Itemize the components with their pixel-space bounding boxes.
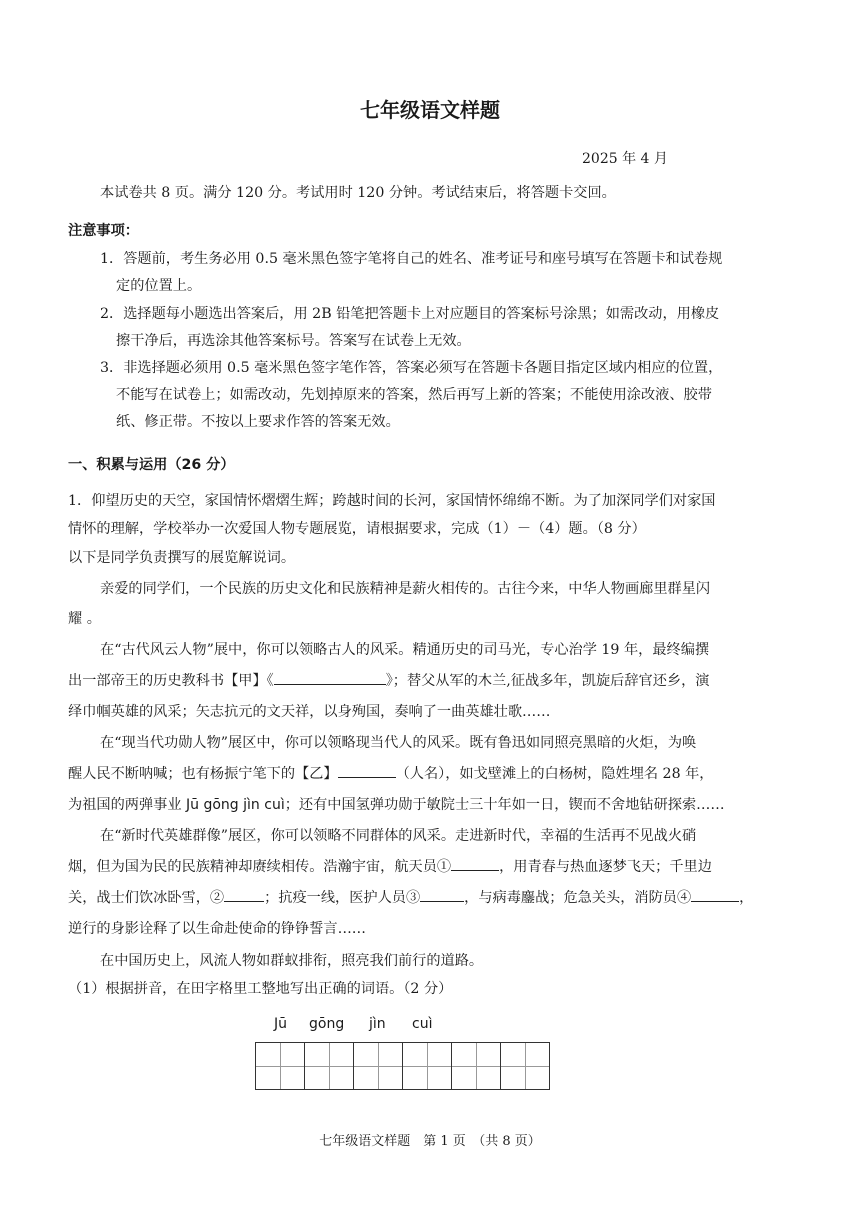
page-footer: 七年级语文样题 第 1 页 （共 8 页） [319,1134,541,1149]
passage-p3-c-start: 为祖国的两弹事业 [68,797,182,813]
q1-line3: 以下是同学负责撰写的展览解说词。 [68,550,296,566]
tianzige-cell[interactable] [353,1042,403,1090]
passage-p1-b: 耀 。 [68,611,101,627]
passage-p4-b-start: 烟，但为国为民的民族精神却赓续相传。浩瀚宇宙，航天员① [68,859,452,875]
pinyin-4: cuì [412,1016,433,1032]
note-3-line3: 纸、修正带。不按以上要求作答的答案无效。 [116,414,400,430]
exam-date: 2025 年 4 月 [582,151,668,167]
passage-p4-b [68,856,712,876]
passage-p2-a: 在“古代风云人物”展中，你可以领略古人的风采。精通历史的司马光，专心治学 19 年，最终编撰 [100,642,710,658]
passage-p3-c [68,794,725,814]
blank-3 [420,887,464,902]
passage-p4-c [68,887,753,907]
passage-p4-c-3: ，与病毒鏖战；危急关头，消防员④ [464,890,692,906]
note-1-line2: 定的位置上。 [116,278,202,294]
note-2-line2: 擦干净后，再选涂其他答案标号。答案写在试卷上无效。 [116,333,471,349]
blank-jia [274,670,386,685]
tianzige-cell[interactable] [304,1042,354,1090]
passage-p4-a: 在“新时代英雄群像”展区，你可以领略不同群体的风采。走进新时代，幸福的生活再不见战火硝 [100,828,697,844]
exam-intro: 本试卷共 8 页。满分 120 分。考试用时 120 分钟。考试结束后，将答题卡交回。 [100,185,616,201]
section-heading: 一、积累与运用（26 分） [68,457,235,473]
page-title: 七年级语文样题 [360,98,500,122]
subquestion-1: （1）根据拼音，在田字格里工整地写出正确的词语。（2 分） [68,981,453,997]
blank-1 [451,856,499,871]
tianzige-cell[interactable] [255,1042,305,1090]
passage-p2-b [68,670,709,690]
passage-p4-c-2: ；抗疫一线，医护人员③ [264,890,421,906]
passage-p4-c-1: 关，战士们饮冰卧雪，② [68,890,225,906]
q1-line1: 1．仰望历史的天空，家国情怀熠熠生辉；跨越时间的长河，家国情怀绵绵不断。为了加深同学们对家国 [68,493,716,509]
tianzige-cell[interactable] [500,1042,550,1090]
note-1-line1: 1．答题前，考生务必用 0.5 毫米黑色签字笔将自己的姓名、准考证号和座号填写在答题卡和试卷规 [100,251,723,267]
blank-4 [691,887,739,902]
passage-p3-c-end: ；还有中国氢弹功勋于敏院士三十年如一日，锲而不舍地钻研探索…… [284,797,725,813]
tianzige-grid [255,1042,549,1090]
tianzige-cell[interactable] [402,1042,452,1090]
q1-line2: 情怀的理解，学校举办一次爱国人物专题展览，请根据要求，完成（1）－（4）题。（8 分） [68,521,646,537]
passage-p3-a: 在“现当代功勋人物”展区中，你可以领略现当代人的风采。既有鲁迅如同照亮黑暗的火炬，为唤 [100,735,697,751]
passage-p3-b-start: 醒人民不断呐喊；也有杨振宁笔下的【乙】 [68,766,338,782]
passage-p2-c: 绎巾帼英雄的风采；矢志抗元的文天祥，以身殉国，奏响了一曲英雄壮歌…… [68,704,551,720]
passage-p3-b-end: （人名），如戈壁滩上的白杨树，隐姓埋名 28 年， [395,766,714,782]
note-3-line1: 3．非选择题必须用 0.5 毫米黑色签字笔作答，答案必须写在答题卡各题目指定区域内相应的位置， [100,360,723,376]
passage-p4-d: 逆行的身影诠释了以生命赴使命的铮铮誓言…… [68,921,366,937]
passage-p3-b [68,763,714,783]
notes-heading: 注意事项： [68,223,139,239]
pinyin-inline: Jū gōng jìn cuì [186,797,285,813]
pinyin-1: Jū [274,1016,288,1032]
blank-2 [224,887,264,902]
tianzige-cell[interactable] [451,1042,501,1090]
blank-yi [338,763,396,778]
passage-p1-a: 亲爱的同学们，一个民族的历史文化和民族精神是薪火相传的。古往今来，中华人物画廊里群星闪 [100,581,711,597]
note-3-line2: 不能写在试卷上；如需改动，先划掉原来的答案，然后再写上新的答案；不能使用涂改液、胶带 [116,387,712,403]
pinyin-2: gōng [309,1016,345,1032]
passage-p5: 在中国历史上，风流人物如群蚁排衔，照亮我们前行的道路。 [100,953,484,969]
passage-p2-b-start: 出一部帝王的历史教科书【甲】《 [68,673,274,689]
passage-p2-b-end: 》；替父从军的木兰,征战多年，凯旋后辞官还乡，演 [385,673,710,689]
passage-p4-c-4: ， [739,890,754,906]
note-2-line1: 2．选择题每小题选出答案后，用 2B 铅笔把答题卡上对应题目的答案标号涂黑；如需改动，用橡皮 [100,306,720,322]
passage-p4-b-end: ，用青春与热血逐梦飞天；千里边 [499,859,712,875]
pinyin-3: jìn [369,1016,386,1032]
